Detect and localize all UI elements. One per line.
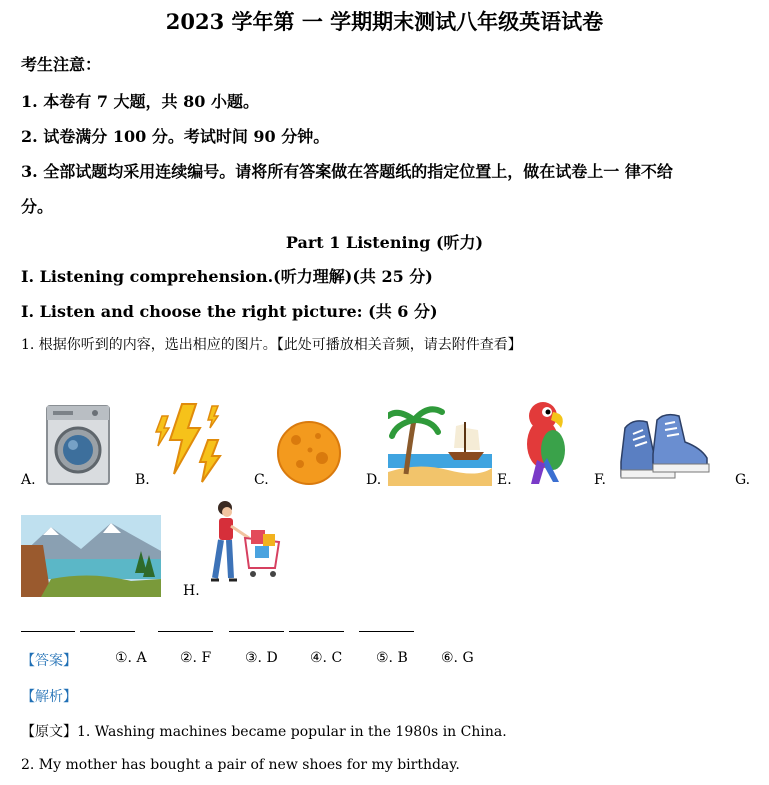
option-label-d: D. — [366, 472, 382, 488]
analysis-tag: 【解析】 — [21, 689, 77, 705]
question-1-prompt: 1. 根据你听到的内容，选出相应的图片。【此处可播放相关音频，请去附件查看】 — [21, 337, 522, 353]
notice-rule-1: 1. 本卷有 7 大题，共 80 小题。 — [21, 92, 259, 111]
sneakers-icon — [613, 410, 713, 482]
transcript-line-1: 【原文】1. Washing machines became popular in the 1980s in China. — [21, 724, 507, 740]
option-label-f: F. — [594, 472, 606, 488]
notice-heading: 考生注意： — [21, 55, 102, 74]
answer-blank-6[interactable] — [359, 631, 414, 632]
beach-ship-icon — [388, 402, 492, 486]
answer-item-5: ⑤. B — [376, 650, 408, 666]
shopping-woman-icon — [205, 498, 281, 598]
answer-blank-4[interactable] — [229, 631, 284, 632]
answer-blank-1[interactable] — [21, 631, 75, 632]
answer-blank-2[interactable] — [80, 631, 135, 632]
option-label-h: H. — [183, 583, 200, 599]
landscape-icon — [21, 515, 161, 597]
moon-icon — [276, 420, 342, 486]
answer-item-6: ⑥. G — [441, 650, 474, 666]
section-heading-1: I. Listening comprehension.(听力理解)(共 25 分) — [21, 267, 433, 286]
answer-tag: 【答案】 — [21, 653, 77, 669]
notice-rule-3: 3. 全部试题均采用连续编号。请将所有答案做在答题纸的指定位置上，做在试卷上一 律不给 — [21, 162, 673, 181]
option-label-a: A. — [21, 472, 36, 488]
option-label-b: B. — [135, 472, 150, 488]
section-heading-2: I. Listen and choose the right picture: (共 6 分) — [21, 302, 438, 321]
transcript-line-2: 2. My mother has bought a pair of new shoes for my birthday. — [21, 757, 460, 773]
option-label-e: E. — [497, 472, 512, 488]
washing-machine-icon — [45, 404, 111, 486]
answer-blank-5[interactable] — [289, 631, 344, 632]
answer-item-1: ①. A — [115, 650, 147, 666]
answer-item-4: ④. C — [310, 650, 343, 666]
answer-blank-3[interactable] — [158, 631, 213, 632]
part-title: Part 1 Listening (听力) — [285, 233, 484, 252]
notice-rule-2: 2. 试卷满分 100 分。考试时间 90 分钟。 — [21, 127, 330, 146]
parrot-icon — [517, 398, 573, 486]
option-label-c: C. — [254, 472, 269, 488]
answer-item-2: ②. F — [180, 650, 212, 666]
answer-item-3: ③. D — [245, 650, 278, 666]
exam-title: 2023 学年第 一 学期期末测试八年级英语试卷 — [165, 9, 604, 34]
option-label-g: G. — [735, 472, 751, 488]
lightning-icon — [152, 400, 226, 484]
notice-rule-3-cont: 分。 — [21, 197, 54, 216]
